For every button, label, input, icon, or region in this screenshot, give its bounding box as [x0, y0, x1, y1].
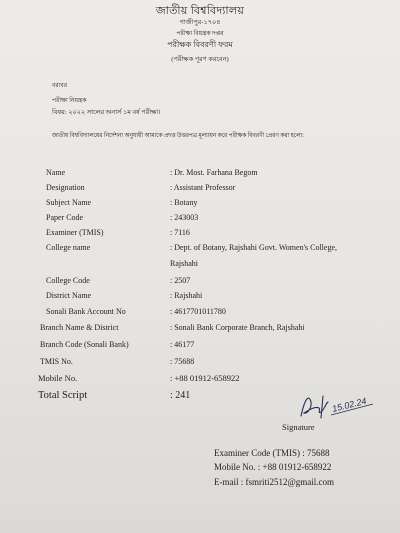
field-value: : 243003 — [170, 213, 199, 222]
field-label: Examiner (TMIS) — [46, 228, 104, 237]
field-label: College Code — [46, 276, 90, 285]
field-label: Name — [46, 168, 66, 177]
field-value: : Assistant Professor — [170, 183, 236, 192]
field-label: TMIS No. — [40, 357, 73, 366]
field-label: District Name — [46, 291, 92, 300]
field-label: Paper Code — [46, 213, 84, 222]
field-value: : Dept. of Botany, Rajshahi Govt. Women's College, — [170, 243, 337, 252]
field-row — [0, 340, 400, 354]
field-value: : 241 — [170, 390, 191, 401]
signature-date: 15.02.24 — [331, 395, 368, 414]
field-value: : +88 01912-658922 — [170, 373, 240, 383]
university-name: জাতীয় বিশ্ববিদ্যালয় — [155, 5, 245, 17]
field-label: Total Script — [38, 390, 88, 401]
field-row — [0, 243, 400, 257]
header-office: পরীক্ষা বিয়ন্ত্রক দপ্তর — [176, 31, 224, 37]
letter-intro: জাতীয় বিশ্ববিদ্যালয়ের নির্দেশনা অনুযায়ী আমাকে প্রদত্ত উত্তরপত্র মূল্যায়ন করে পরীক্ষক বিবরণী প্রেরণ করা হলো: — [52, 133, 304, 139]
letter-to: বরাবর — [52, 83, 68, 89]
signature-scrawl — [295, 392, 375, 422]
field-row — [0, 323, 400, 337]
field-row — [0, 276, 400, 290]
field-row — [0, 373, 400, 387]
field-label: Branch Code (Sonali Bank) — [40, 340, 129, 349]
field-value: : Dr. Most. Farhana Begom — [170, 168, 258, 177]
field-row — [0, 357, 400, 371]
field-row — [0, 213, 400, 227]
field-value: : 46177 — [170, 340, 195, 349]
field-row — [0, 228, 400, 242]
field-row — [0, 291, 400, 305]
letter-addressee: পরীক্ষা নিয়ন্ত্রক — [52, 98, 87, 104]
field-value: : Rajshahi — [170, 291, 203, 300]
field-value: : 75688 — [170, 357, 195, 366]
footer-examiner-code: Examiner Code (TMIS) : 75688 — [214, 448, 330, 458]
footer-email: E-mail : fsmriti2512@gmail.com — [214, 477, 335, 487]
field-row — [0, 183, 400, 197]
field-value: Rajshahi — [170, 259, 198, 268]
field-label: Branch Name & District — [40, 323, 119, 332]
field-row — [0, 168, 400, 182]
field-row — [0, 259, 400, 273]
field-value: : 2507 — [170, 276, 191, 285]
field-label: Sonali Bank Account No — [46, 307, 126, 316]
field-value: : Sonali Bank Corporate Branch, Rajshahi — [170, 323, 305, 332]
form-title: পরীক্ষক বিবরণী ফরম — [167, 40, 233, 49]
field-label: College name — [46, 243, 91, 252]
letter-subject: বিষয়: ২০২২ সালের অনার্স ১ম বর্ষ পরীক্ষা। — [52, 109, 161, 116]
field-value: : Botany — [170, 198, 198, 207]
signature-label: Signature — [282, 422, 315, 432]
field-label: Subject Name — [46, 198, 92, 207]
header-address: গাজীপুর-১৭০৪ — [179, 19, 221, 26]
field-label: Designation — [46, 183, 85, 192]
form-subtitle: (পরীক্ষক পূরণ করবেন) — [171, 56, 229, 63]
field-row — [0, 307, 400, 321]
field-value: : 4617701011780 — [170, 307, 226, 316]
footer-mobile: Mobile No. : +88 01912-658922 — [214, 462, 332, 472]
field-row — [0, 198, 400, 212]
field-value: : 7116 — [170, 228, 190, 237]
field-label: Mobile No. — [38, 373, 78, 383]
